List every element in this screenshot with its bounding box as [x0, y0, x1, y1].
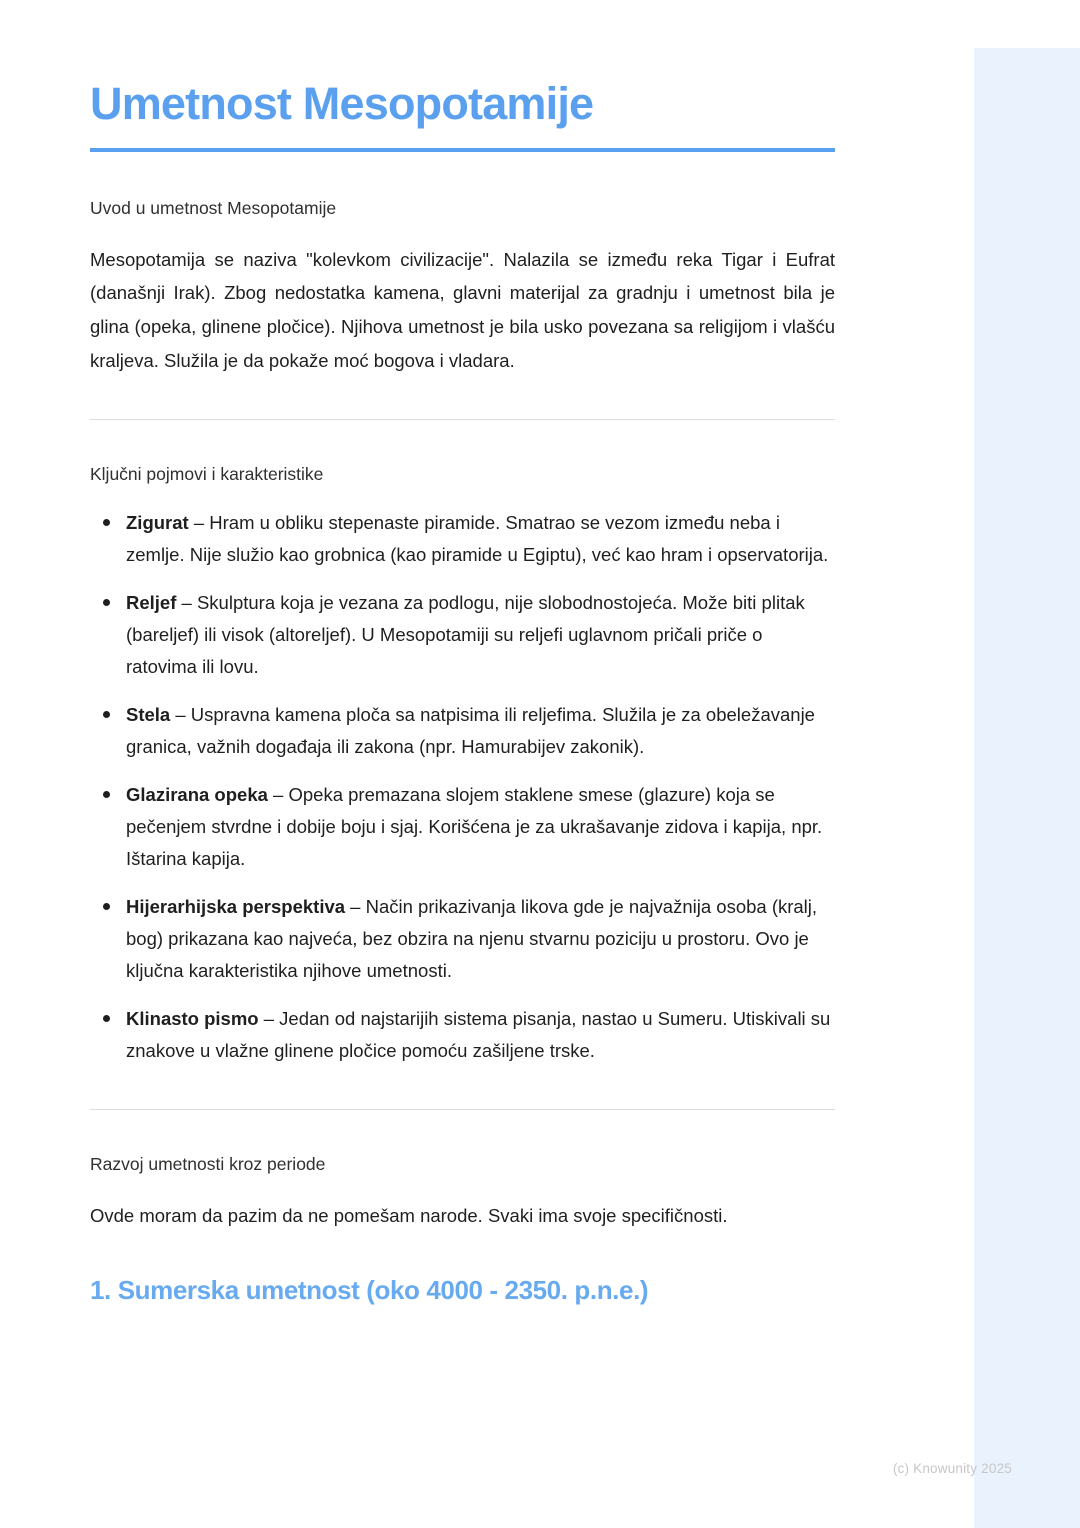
list-item: [90, 891, 835, 987]
term-name: Reljef: [126, 592, 177, 614]
section-divider-1: [90, 419, 835, 420]
section-divider-2: [90, 1109, 835, 1110]
title-underline-rule: [90, 148, 835, 152]
list-item: [90, 507, 835, 571]
periods-note: Ovde moram da pazim da ne pomešam narode. Svaki ima svoje specifičnosti.: [90, 1205, 728, 1227]
term-name: Zigurat: [126, 512, 189, 534]
list-item: [90, 779, 835, 875]
term-name: Hijerarhijska perspektiva: [126, 896, 346, 918]
term-definition: – Hram u obliku stepenaste piramide. Smatrao se vezom između neba i zemlje. Nije služio kao grobnica (kao piramide u Egiptu), već kao hram i opservatorija.: [126, 512, 829, 566]
first-period-heading: 1. Sumerska umetnost (oko 4000 - 2350. p.n.e.): [90, 1275, 649, 1306]
term-name: Klinasto pismo: [126, 1008, 259, 1030]
intro-heading: Uvod u umetnost Mesopotamije: [90, 197, 337, 218]
term-definition: – Skulptura koja je vezana za podlogu, nije slobodnostojeća. Može biti plitak (bareljef) ili visok (altoreljef). U Mesopotamiji su reljefi uglavnom pričali priče o ratovima ili lovu.: [126, 592, 805, 678]
term-definition: – Način prikazivanja likova gde je najvažnija osoba (kralj, bog) prikazana kao najveća, bez obzira na njenu stvarnu poziciju u prostoru. Ovo je ključna karakteristika njihove umetnosti.: [126, 896, 818, 982]
list-item: [90, 699, 835, 763]
list-item: [90, 587, 835, 683]
term-name: Stela: [126, 704, 171, 726]
terms-heading: Ključni pojmovi i karakteristike: [90, 464, 324, 485]
periods-heading: Razvoj umetnosti kroz periode: [90, 1154, 326, 1175]
document-content: [90, 78, 835, 1306]
watermark: (c) Knowunity 2025: [892, 1461, 1012, 1476]
term-definition: – Uspravna kamena ploča sa natpisima ili reljefima. Služila je za obeležavanje granica, važnih događaja ili zakona (npr. Hamurabijev zakonik).: [126, 704, 815, 758]
list-item: [90, 1003, 835, 1067]
term-name: Glazirana opeka: [126, 784, 268, 806]
term-definition: – Jedan od najstarijih sistema pisanja, nastao u Sumeru. Utiskivali su znakove u vlažne glinene pločice pomoću zašiljene trske.: [126, 1008, 831, 1062]
terms-list: [90, 507, 835, 1067]
intro-paragraph: Mesopotamija se naziva "kolevkom civilizacije". Nalazila se između reka Tigar i Eufrat (današnji Irak). Zbog nedostatka kamena, glavni materijal za gradnju i umetnost bila je glina (opeka, glinene pločice). Njihova umetnost je bila usko povezana sa religijom i vlašću kraljeva. Služila je da pokaže moć bogova i vladara.: [90, 248, 835, 371]
term-definition: – Opeka premazana slojem staklene smese (glazure) koja se pečenjem stvrdne i dobije boju i sjaj. Korišćena je za ukrašavanje zidova i kapija, npr. Ištarina kapija.: [126, 784, 823, 870]
right-decorative-panel: [974, 48, 1080, 1528]
page-title: Umetnost Mesopotamije: [90, 78, 594, 129]
